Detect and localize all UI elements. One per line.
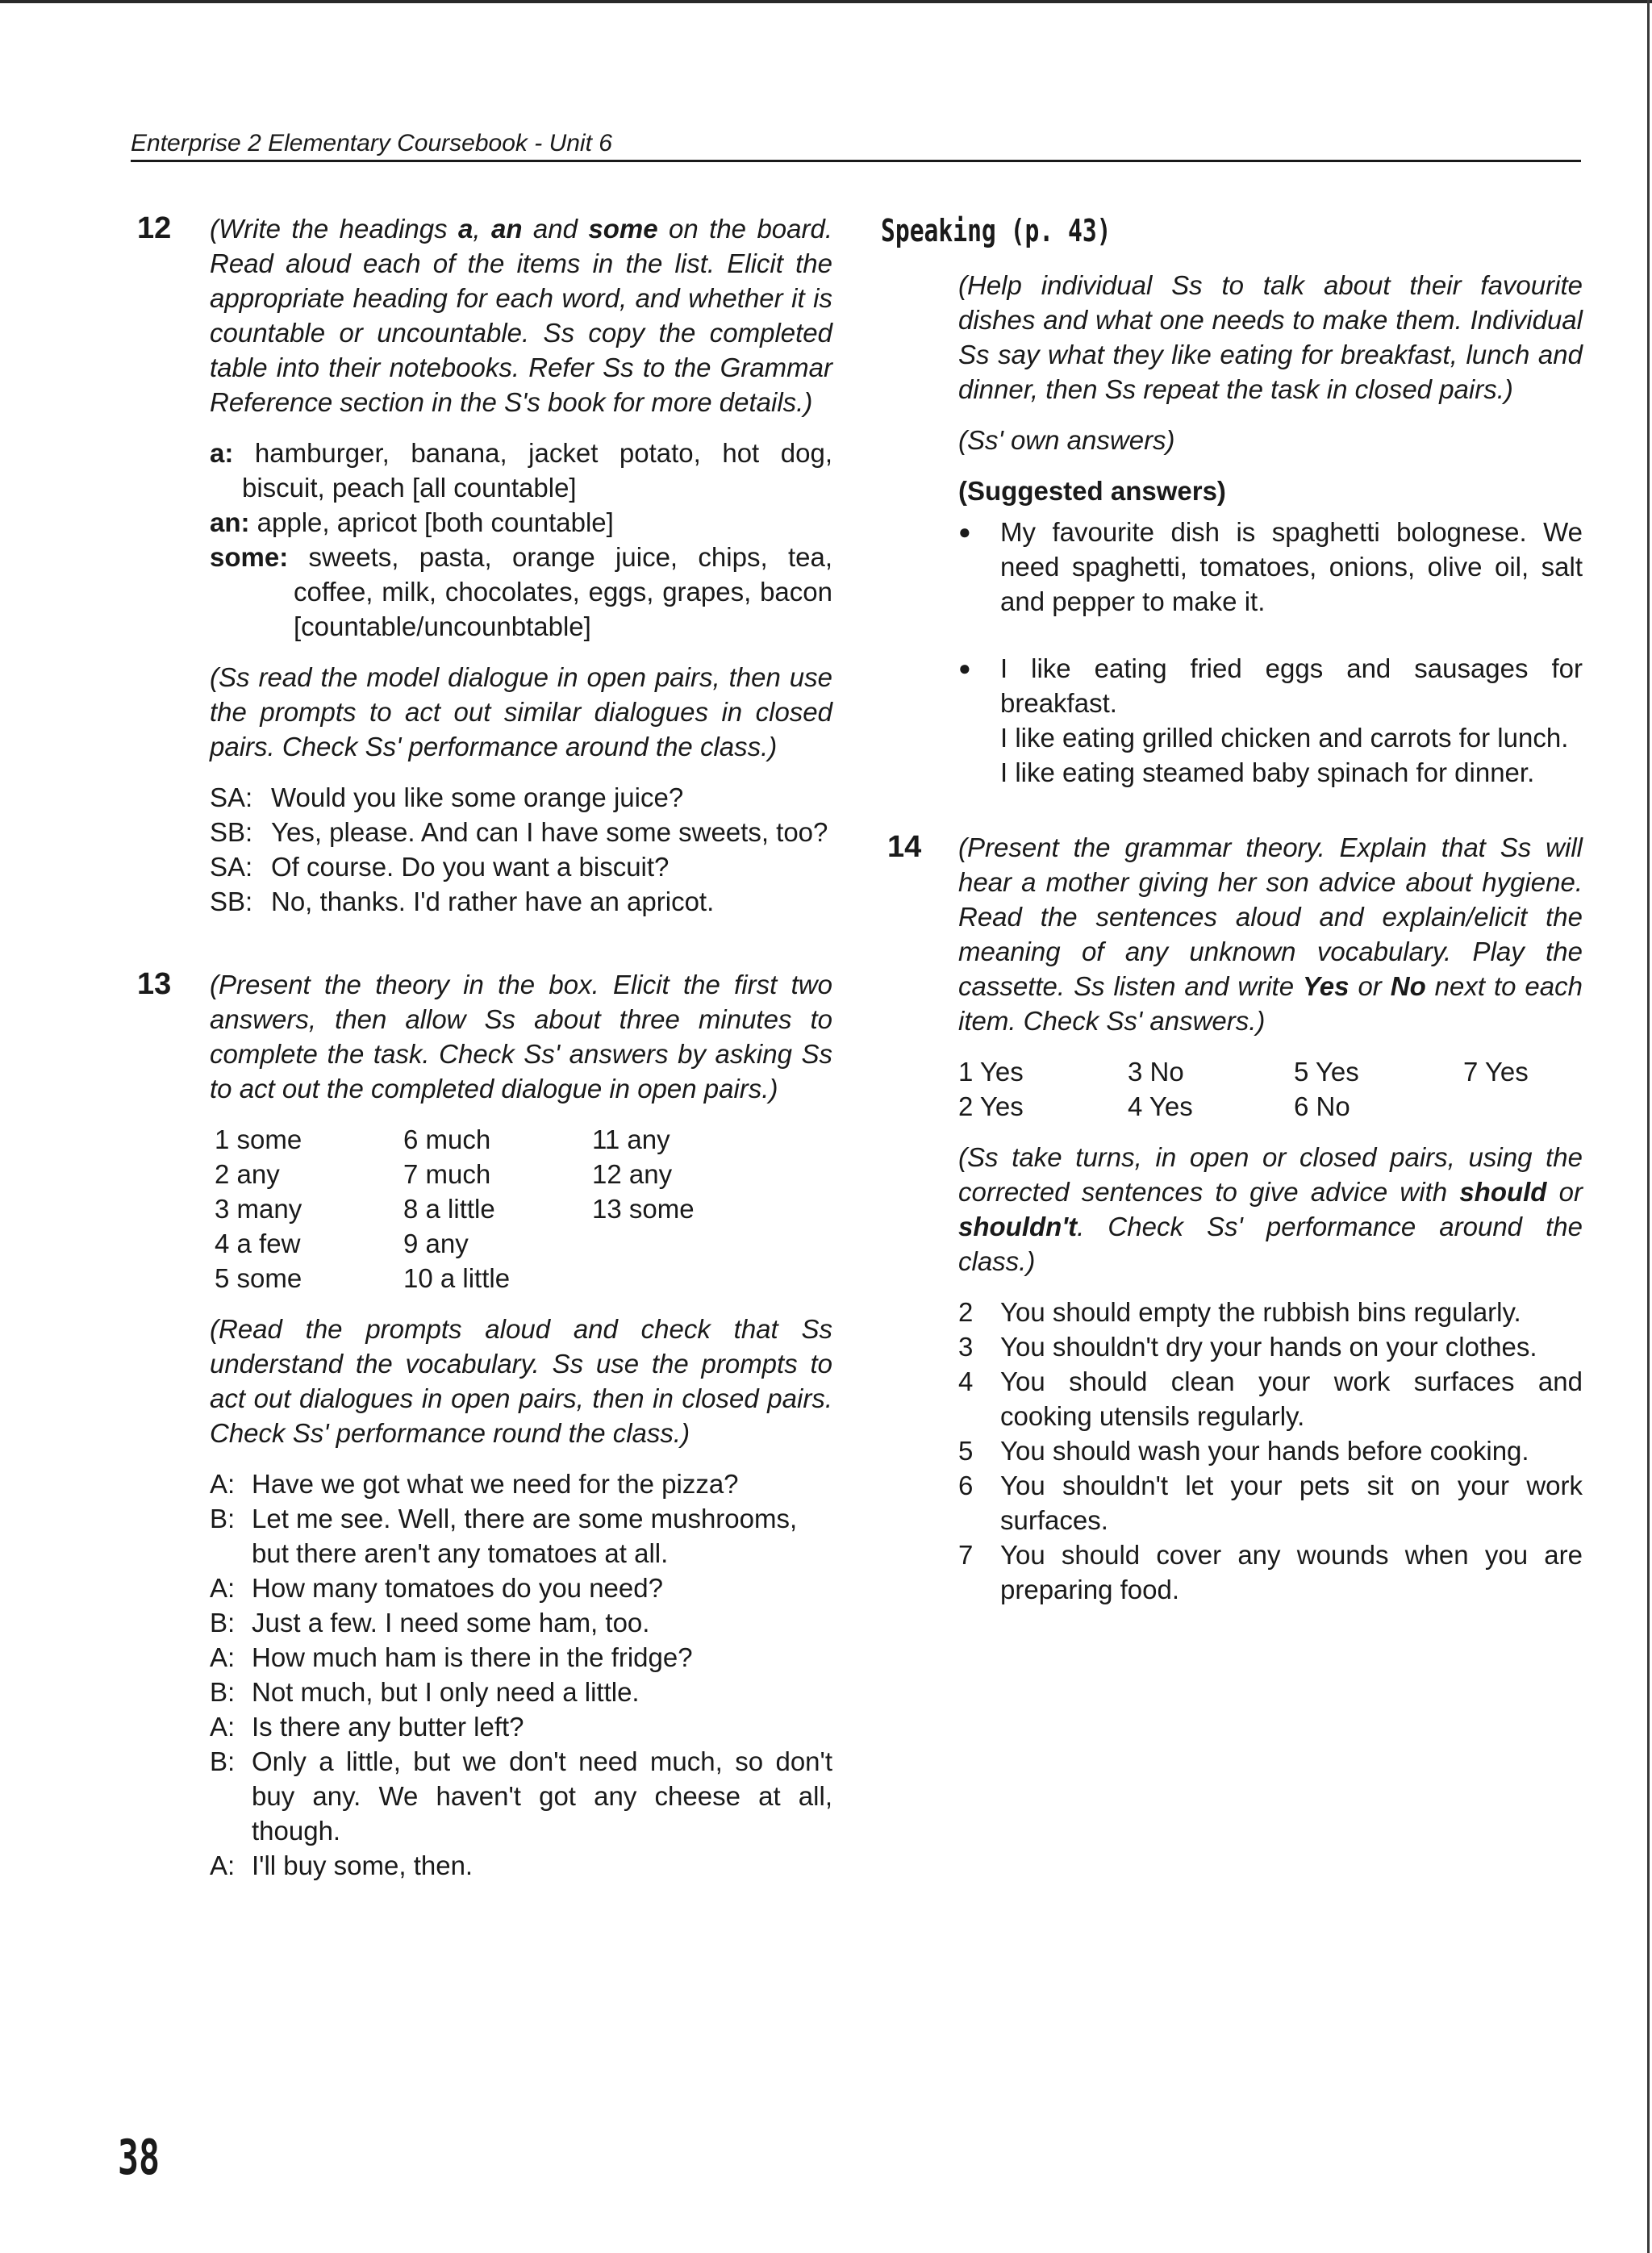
dialogue-line: A: Have we got what we need for the pizza? xyxy=(210,1469,739,1499)
ex12-instructions-2: (Ss read the model dialogue in open pairs, then use the prompts to act out similar dialogues in closed pairs. Check Ss' performance around the class.) xyxy=(210,662,832,761)
ex14-answer-key: 1 Yes 3 No 5 Yes 7 Yes 2 Yes 4 Yes 6 No xyxy=(958,1057,1529,1121)
exercise-number: 13 xyxy=(137,967,172,1001)
ex12-dialogue xyxy=(210,780,832,919)
left-column xyxy=(131,211,832,1883)
list-item: ● I like eating fried eggs and sausages for breakfast. I like eating grilled chicken and carrots for lunch. I like eating steamed baby spinach for dinner. xyxy=(958,651,1583,790)
exercise-number: 14 xyxy=(887,830,922,864)
page-edge-line xyxy=(1647,0,1650,2253)
ex12-answer-a: a: hamburger, banana, jacket potato, hot dog, biscuit, peach [all countable] xyxy=(210,438,832,503)
ex13-instructions: (Present the theory in the box. Elicit the first two answers, then allow Ss about three minutes to complete the task. Check Ss' answers by asking Ss to act out the completed dialogue in open pairs.) xyxy=(210,970,832,1104)
exercise-14 xyxy=(881,830,1583,1607)
ex14-instructions-2: (Ss take turns, in open or closed pairs, using the corrected sentences to give advice with should or shouldn't. Check Ss' performance around the class.) xyxy=(958,1142,1583,1276)
right-column xyxy=(881,211,1583,1607)
list-item: ● My favourite dish is spaghetti bolognese. We need spaghetti, tomatoes, onions, olive oil, salt and pepper to make it. xyxy=(958,515,1583,619)
ex12-instructions: (Write the headings a, an and some on the board. Read aloud each of the items in the list. Elicit the appropriate heading for each word, and whether it is countable or uncountable. Ss copy the completed table into their notebooks. Refer Ss to the Grammar Reference section in the S's book for more details.) xyxy=(210,214,833,417)
list-item: 6 You shouldn't let your pets sit on your work surfaces. xyxy=(958,1471,1583,1535)
dialogue-line: A: How much ham is there in the fridge? xyxy=(210,1642,693,1672)
dialogue-line: B: Not much, but I only need a little. xyxy=(210,1677,640,1707)
exercise-13 xyxy=(131,967,832,1883)
ex13-dialogue xyxy=(210,1467,832,1883)
top-border-line xyxy=(0,0,1652,3)
dialogue-line: B: Only a little, but we don't need much, so don't buy any. We haven't got any cheese at all, though. xyxy=(210,1746,832,1846)
dialogue-line: SB: No, thanks. I'd rather have an apricot. xyxy=(210,887,715,916)
suggested-answers-list xyxy=(958,515,1583,790)
speaking-own-answers: (Ss' own answers) xyxy=(958,425,1175,455)
dialogue-line: A: How many tomatoes do you need? xyxy=(210,1573,663,1603)
list-item: 3 You shouldn't dry your hands on your clothes. xyxy=(958,1332,1537,1362)
dialogue-line: SA: Would you like some orange juice? xyxy=(210,782,684,812)
bullet-icon: ● xyxy=(958,656,971,680)
ex13-answer-key: 1 some 6 much 11 any 2 any 7 much 12 any 3 many 8 a little 13 some 4 a few 9 any 5 some 10 a little xyxy=(215,1124,695,1293)
dialogue-line: SB: Yes, please. And can I have some sweets, too? xyxy=(210,817,828,847)
page-number: 38 xyxy=(118,2130,161,2186)
ex14-sentences xyxy=(958,1295,1583,1607)
dialogue-line: A: I'll buy some, then. xyxy=(210,1850,473,1880)
ex13-instructions-2: (Read the prompts aloud and check that Ss understand the vocabulary. Ss use the prompts to act out dialogues in open pairs, then in closed pairs. Check Ss' performance round the class.) xyxy=(210,1314,832,1448)
speaking-instructions: (Help individual Ss to talk about their favourite dishes and what one needs to make them. Individual Ss say what they like eating for breakfast, lunch and dinner, then Ss repeat the task in closed pairs.) xyxy=(958,270,1583,404)
dialogue-line: B: Let me see. Well, there are some mushrooms, but there aren't any tomatoes at all. xyxy=(210,1504,798,1568)
section-title: Speaking (p. 43) xyxy=(881,213,1112,248)
ex12-answer-some: some: sweets, pasta, orange juice, chips, tea, coffee, milk, chocolates, eggs, grapes, bacon [countable/uncounbtable] xyxy=(210,542,832,641)
header-rule xyxy=(131,160,1581,162)
list-item: 7 You should cover any wounds when you are preparing food. xyxy=(958,1540,1583,1604)
list-item: 2 You should empty the rubbish bins regularly. xyxy=(958,1297,1521,1327)
dialogue-line: SA: Of course. Do you want a biscuit? xyxy=(210,852,670,882)
ex14-instructions: (Present the grammar theory. Explain that Ss will hear a mother giving her son advice about hygiene. Read the sentences aloud and explain/elicit the meaning of any unknown vocabulary. Play the cassette. Ss listen and write Yes or No next to each item. Check Ss' answers.) xyxy=(958,832,1583,1036)
suggested-answers-title: (Suggested answers) xyxy=(958,476,1226,506)
ex12-answer-an: an: apple, apricot [both countable] xyxy=(210,507,614,537)
dialogue-line: A: Is there any butter left? xyxy=(210,1712,524,1742)
dialogue-line: B: Just a few. I need some ham, too. xyxy=(210,1608,650,1638)
exercise-12 xyxy=(131,211,832,919)
list-item: 4 You should clean your work surfaces and cooking utensils regularly. xyxy=(958,1366,1583,1431)
speaking-section xyxy=(881,211,1583,790)
bullet-icon: ● xyxy=(958,519,971,544)
list-item: 5 You should wash your hands before cooking. xyxy=(958,1436,1529,1466)
running-header: Enterprise 2 Elementary Coursebook - Unit 6 xyxy=(131,130,612,156)
exercise-number: 12 xyxy=(137,211,172,245)
